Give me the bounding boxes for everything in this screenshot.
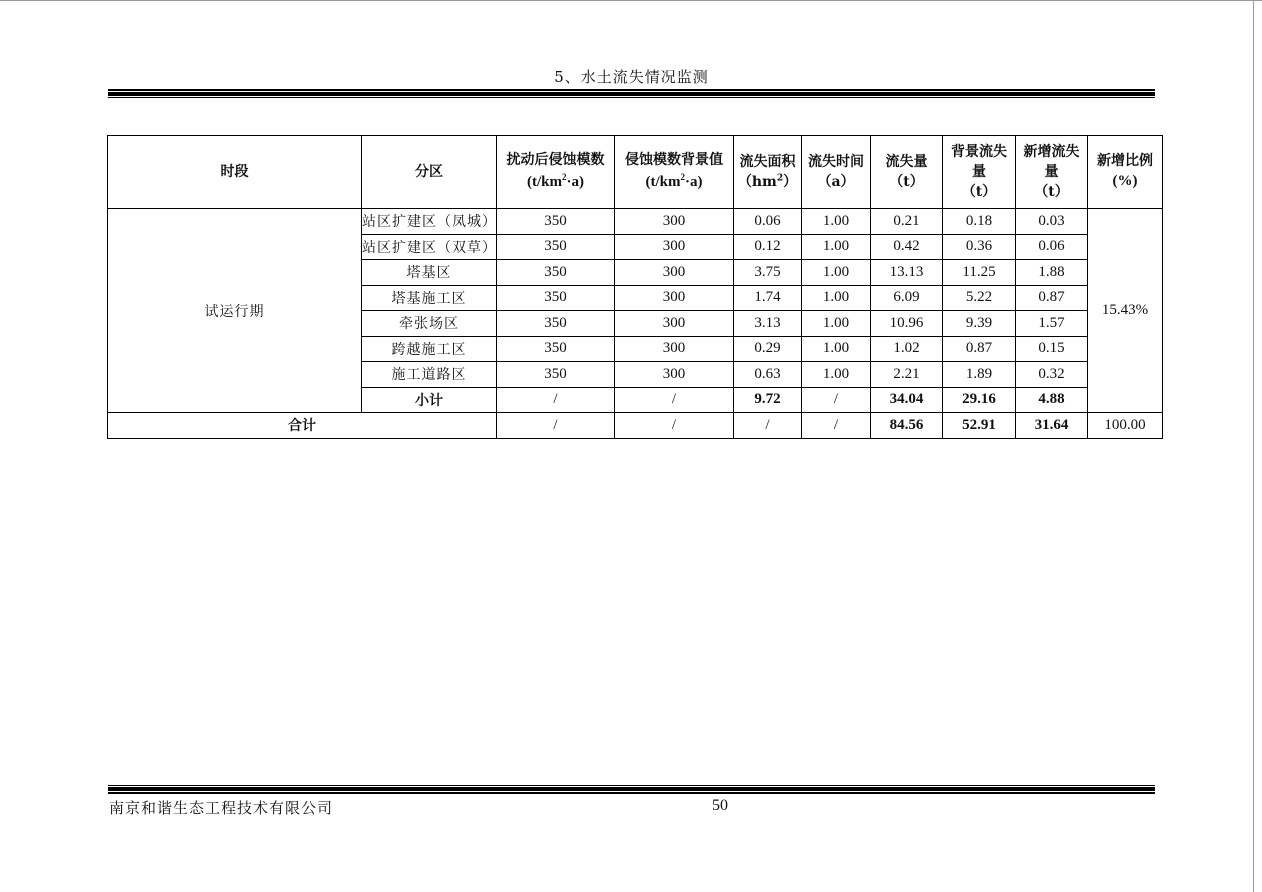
subtotal-modulus: / xyxy=(497,387,615,413)
newloss-cell: 0.87 xyxy=(1016,285,1088,311)
subtotal-label: 小计 xyxy=(362,387,497,413)
header-zone: 分区 xyxy=(362,136,497,209)
time-cell: 1.00 xyxy=(802,285,871,311)
bgloss-cell: 5.22 xyxy=(943,285,1016,311)
header-loss-area: 流失面积 $(hm^2)$ xyxy=(734,136,802,209)
subtotal-background: / xyxy=(615,387,734,413)
total-loss: 84.56 xyxy=(871,413,943,439)
background-cell: 300 xyxy=(615,260,734,286)
total-ratio: 100.00 xyxy=(1088,413,1163,439)
total-time: / xyxy=(802,413,871,439)
modulus-cell: 350 xyxy=(497,285,615,311)
zone-cell: 牵张场区 xyxy=(362,311,497,337)
footer-rule xyxy=(108,792,1155,794)
area-cell: 3.13 xyxy=(734,311,802,337)
newloss-cell: 1.88 xyxy=(1016,260,1088,286)
header-new-loss: 新增流失 量 （t） xyxy=(1016,136,1088,209)
header-loss-amount: 流失量 （t） xyxy=(871,136,943,209)
header-modulus-unit: $(t/km^2\cdot a)$ xyxy=(527,171,584,190)
background-cell: 300 xyxy=(615,311,734,337)
footer-rule-thin xyxy=(108,785,1155,786)
total-label: 合计 xyxy=(108,413,497,439)
area-cell: 0.63 xyxy=(734,362,802,388)
zone-cell: 塔基区 xyxy=(362,260,497,286)
area-cell: 1.74 xyxy=(734,285,802,311)
modulus-cell: 350 xyxy=(497,311,615,337)
header-rule-thick xyxy=(108,92,1155,96)
zone-cell: 站区扩建区（双草） xyxy=(362,234,497,260)
page-border-right xyxy=(1253,0,1254,892)
newloss-cell: 0.15 xyxy=(1016,336,1088,362)
footer-rule-thick xyxy=(108,787,1155,791)
total-bgloss: 52.91 xyxy=(943,413,1016,439)
area-cell: 0.06 xyxy=(734,209,802,235)
background-cell: 300 xyxy=(615,362,734,388)
bgloss-cell: 9.39 xyxy=(943,311,1016,337)
subtotal-area: 9.72 xyxy=(734,387,802,413)
loss-cell: 0.42 xyxy=(871,234,943,260)
modulus-cell: 350 xyxy=(497,209,615,235)
loss-cell: 2.21 xyxy=(871,362,943,388)
ratio-cell: 15.43% xyxy=(1088,209,1163,413)
total-modulus: / xyxy=(497,413,615,439)
header-area-unit: $(hm^2)$ xyxy=(737,173,798,190)
modulus-cell: 350 xyxy=(497,336,615,362)
bgloss-cell: 1.89 xyxy=(943,362,1016,388)
newloss-cell: 0.32 xyxy=(1016,362,1088,388)
newloss-cell: 1.57 xyxy=(1016,311,1088,337)
page-border-top xyxy=(0,0,1262,1)
page-number: 50 xyxy=(712,797,728,814)
background-cell: 300 xyxy=(615,285,734,311)
header-background-modulus: 侵蚀模数背景值 $(t/km^2\cdot a)$ xyxy=(615,136,734,209)
background-cell: 300 xyxy=(615,234,734,260)
bgloss-cell: 0.87 xyxy=(943,336,1016,362)
time-cell: 1.00 xyxy=(802,209,871,235)
newloss-cell: 0.03 xyxy=(1016,209,1088,235)
subtotal-loss: 34.04 xyxy=(871,387,943,413)
header-background-unit: $(t/km^2\cdot a)$ xyxy=(645,171,703,190)
page-header-title: 5、水土流失情况监测 xyxy=(554,68,709,86)
area-cell: 0.29 xyxy=(734,336,802,362)
subtotal-newloss: 4.88 xyxy=(1016,387,1088,413)
time-cell: 1.00 xyxy=(802,234,871,260)
zone-cell: 塔基施工区 xyxy=(362,285,497,311)
header-background-loss: 背景流失 量 （t） xyxy=(943,136,1016,209)
table-header-row xyxy=(108,136,1163,209)
time-cell: 1.00 xyxy=(802,336,871,362)
bgloss-cell: 11.25 xyxy=(943,260,1016,286)
area-cell: 3.75 xyxy=(734,260,802,286)
header-loss-time: 流失时间 （a） xyxy=(802,136,871,209)
soil-erosion-table xyxy=(107,135,1163,439)
subtotal-bgloss: 29.16 xyxy=(943,387,1016,413)
table-row xyxy=(108,209,1163,235)
subtotal-time: / xyxy=(802,387,871,413)
header-rule xyxy=(108,89,1155,91)
header-period: 时段 xyxy=(108,136,362,209)
time-cell: 1.00 xyxy=(802,260,871,286)
total-row xyxy=(108,413,1163,439)
zone-cell: 站区扩建区（凤城） xyxy=(362,209,497,235)
area-cell: 0.12 xyxy=(734,234,802,260)
header-rule-thin xyxy=(108,97,1155,98)
zone-cell: 施工道路区 xyxy=(362,362,497,388)
modulus-cell: 350 xyxy=(497,260,615,286)
modulus-cell: 350 xyxy=(497,234,615,260)
total-background: / xyxy=(615,413,734,439)
bgloss-cell: 0.18 xyxy=(943,209,1016,235)
period-cell: 试运行期 xyxy=(108,209,362,413)
loss-cell: 1.02 xyxy=(871,336,943,362)
time-cell: 1.00 xyxy=(802,362,871,388)
loss-cell: 13.13 xyxy=(871,260,943,286)
modulus-cell: 350 xyxy=(497,362,615,388)
footer-company-name: 南京和谐生态工程技术有限公司 xyxy=(109,799,334,817)
background-cell: 300 xyxy=(615,336,734,362)
total-area: / xyxy=(734,413,802,439)
zone-cell: 跨越施工区 xyxy=(362,336,497,362)
loss-cell: 6.09 xyxy=(871,285,943,311)
header-new-ratio: 新增比例 (%) xyxy=(1088,136,1163,209)
newloss-cell: 0.06 xyxy=(1016,234,1088,260)
bgloss-cell: 0.36 xyxy=(943,234,1016,260)
background-cell: 300 xyxy=(615,209,734,235)
time-cell: 1.00 xyxy=(802,311,871,337)
total-newloss: 31.64 xyxy=(1016,413,1088,439)
loss-cell: 10.96 xyxy=(871,311,943,337)
loss-cell: 0.21 xyxy=(871,209,943,235)
header-disturbed-modulus: 扰动后侵蚀模数 $(t/km^2\cdot a)$ xyxy=(497,136,615,209)
